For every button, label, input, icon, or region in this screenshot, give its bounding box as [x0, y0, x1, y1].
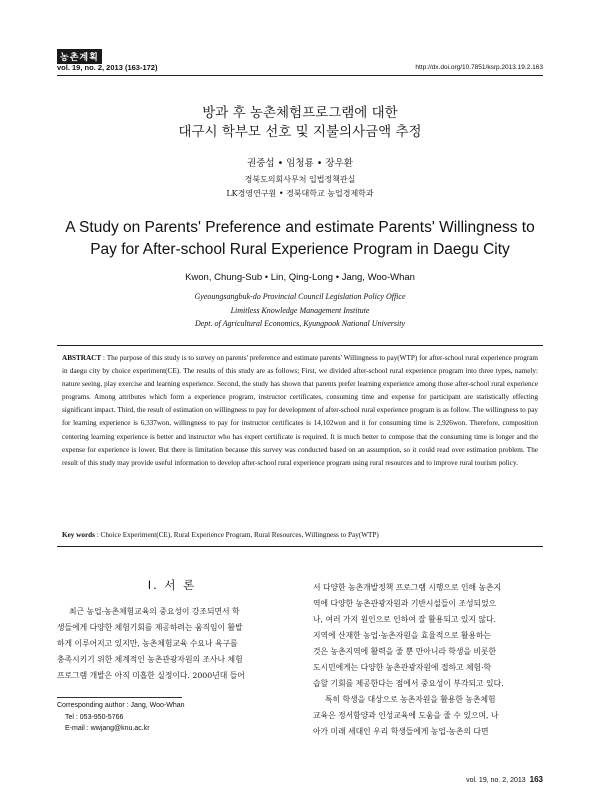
page-footer	[466, 775, 543, 784]
body-right-line: 도시민에게는 다양한 농촌관광자원에 접하고 체험·학	[313, 663, 492, 672]
authors-korean: 권중섭 • 임청룡 • 장우환	[247, 158, 353, 169]
doi-link[interactable]: http://dx.doi.org/10.7851/ksrp.2013.19.2.163	[415, 64, 543, 71]
affiliation-korean-2: LK경영연구원 • 경북대학교 농업경제학과	[226, 189, 374, 198]
author-email[interactable]: E-mail : wwjang@knu.ac.kr	[65, 725, 150, 732]
body-column-left	[57, 604, 289, 684]
body-left-line: 생들에게 다양한 체험기회를 제공하려는 움직임이 활발	[57, 623, 243, 632]
page-number: 163	[529, 775, 543, 784]
affiliation-english-1: Gyeoungsangbuk-do Provincial Council Legislation Policy Office	[194, 292, 406, 301]
body-right-line: 지역에 산재한 농업·농촌자원을 효율적으로 활용하는	[313, 631, 492, 640]
affiliation-english-2: Limitless Knowledge Management Institute	[230, 305, 370, 315]
body-right-line: 서 다양한 농촌개발정책 프로그램 시행으로 인해 농촌지	[313, 583, 502, 592]
body-column-right	[313, 580, 545, 740]
title-korean-line-2: 대구시 학부모 선호 및 지불의사금액 추정	[178, 124, 422, 140]
footnote-rule	[57, 697, 182, 698]
abstract-text: : The purpose of this study is to survey on parents' preference and estimate parents' Willingness to pay(WTP) for after-school rural experience program in daegu city by choice experiment(CE). The results of this study are as follows; First, we divided after-school rural experience program into three types, namely: nature seeing, play exercise and learning experience. Second, the study has shown that parents prefer learning experience among those after-school rural experience programs. Among attributes which form a experience program, instructor certificates, consuming time and expense for participant are statistically effecting significant impact. Third, the result of estimation on willingness to pay for development of after-school rural experience program is as follow. The willingness to pay for learning experience is 6,337won, willingness to pay for instructor certificates is 14,102won and it for consuming time is 2,926won. Therefore, composition centering learning experience is better and instructor who has expert certificate is required. It is much better to compose that the consuming time is longer and the expense for experience is lower. But there is limitation because this survey was conducted based on an assumption, so it could read over estimation problem. The result of this study may provide useful information to develop after-school rural experience program using rural resources and to improve rural tourism policy.	[62, 354, 539, 467]
body-right-line: 습할 기회를 제공한다는 점에서 중요성이 부각되고 있다.	[313, 679, 504, 688]
title-english	[0, 217, 600, 261]
footer-volume: vol. 19, no. 2, 2013	[466, 777, 526, 784]
body-left-line: 충족시키기 위한 체계적인 농촌관광자원의 조사나 체험	[57, 655, 243, 664]
body-right-line: 역에 다양한 농촌관광자원과 기반시설들이 조성되었으	[313, 599, 497, 608]
affiliation-english-3: Dept. of Agricultural Economics, Kyungpook National University	[194, 319, 406, 328]
body-left-line: 하게 이루어지고 있지만, 농촌체험교육 수요나 욕구를	[57, 639, 238, 648]
body-right-line: 나, 여러 가지 원인으로 인하여 잘 활용되고 있지 않다.	[313, 615, 496, 624]
body-right-line: 것은 농촌지역에 활력을 줄 뿐 만아니라 학생을 비롯한	[313, 647, 497, 656]
authors-english: Kwon, Chung-Sub • Lin, Qing-Long • Jang, Woo-Whan	[185, 272, 415, 283]
abstract-top-rule	[57, 345, 543, 346]
keywords	[62, 531, 538, 539]
title-english-line-2: Pay for After-school Rural Experience Program in Daegu City	[90, 241, 510, 258]
body-left-line: 최근 농업·농촌체험교육의 중요성이 강조되면서 학	[69, 607, 240, 616]
affiliations-korean	[0, 173, 600, 201]
corresponding-author: Corresponding author : Jang, Woo-Whan	[57, 702, 185, 709]
affiliations-english	[0, 290, 600, 331]
abstract-bottom-rule	[57, 546, 543, 547]
volume-line: vol. 19, no. 2, 2013 (163-172)	[57, 63, 158, 72]
body-right-line: 아가 미래 세대인 우리 학생들에게 농업·농촌의 다면	[313, 727, 489, 736]
body-right-line: 교육은 정서함양과 인성교육에 도움을 줄 수 있으며, 나	[313, 711, 499, 720]
body-right-line: 특히 학생을 대상으로 농촌자원을 활용한 농촌체험	[325, 695, 496, 704]
abstract-label: ABSTRACT	[62, 354, 102, 362]
keywords-label: Key words	[62, 531, 95, 539]
journal-logo: 농촌계획	[57, 49, 102, 64]
section-heading-introduction: I. 서 론	[147, 578, 197, 592]
body-left-line: 프로그램 개발은 아직 미흡한 실정이다. 2000년대 들어	[57, 671, 245, 680]
correspondence-note	[57, 700, 185, 735]
affiliation-korean-1: 경북도의회사무처 입법정책관실	[244, 175, 356, 184]
keywords-text: : Choice Experiment(CE), Rural Experience Program, Rural Resources, Willingness to Pay(WTP)	[96, 531, 379, 539]
header-rule	[57, 75, 543, 76]
author-telephone: Tel : 053-950-5766	[65, 713, 124, 721]
title-english-line-1: A Study on Parents' Preference and estimate Parents' Willingness to	[65, 219, 535, 236]
title-korean-line-1: 방과 후 농촌체험프로그램에 대한	[202, 105, 398, 121]
abstract	[62, 352, 538, 470]
title-korean	[0, 104, 600, 142]
